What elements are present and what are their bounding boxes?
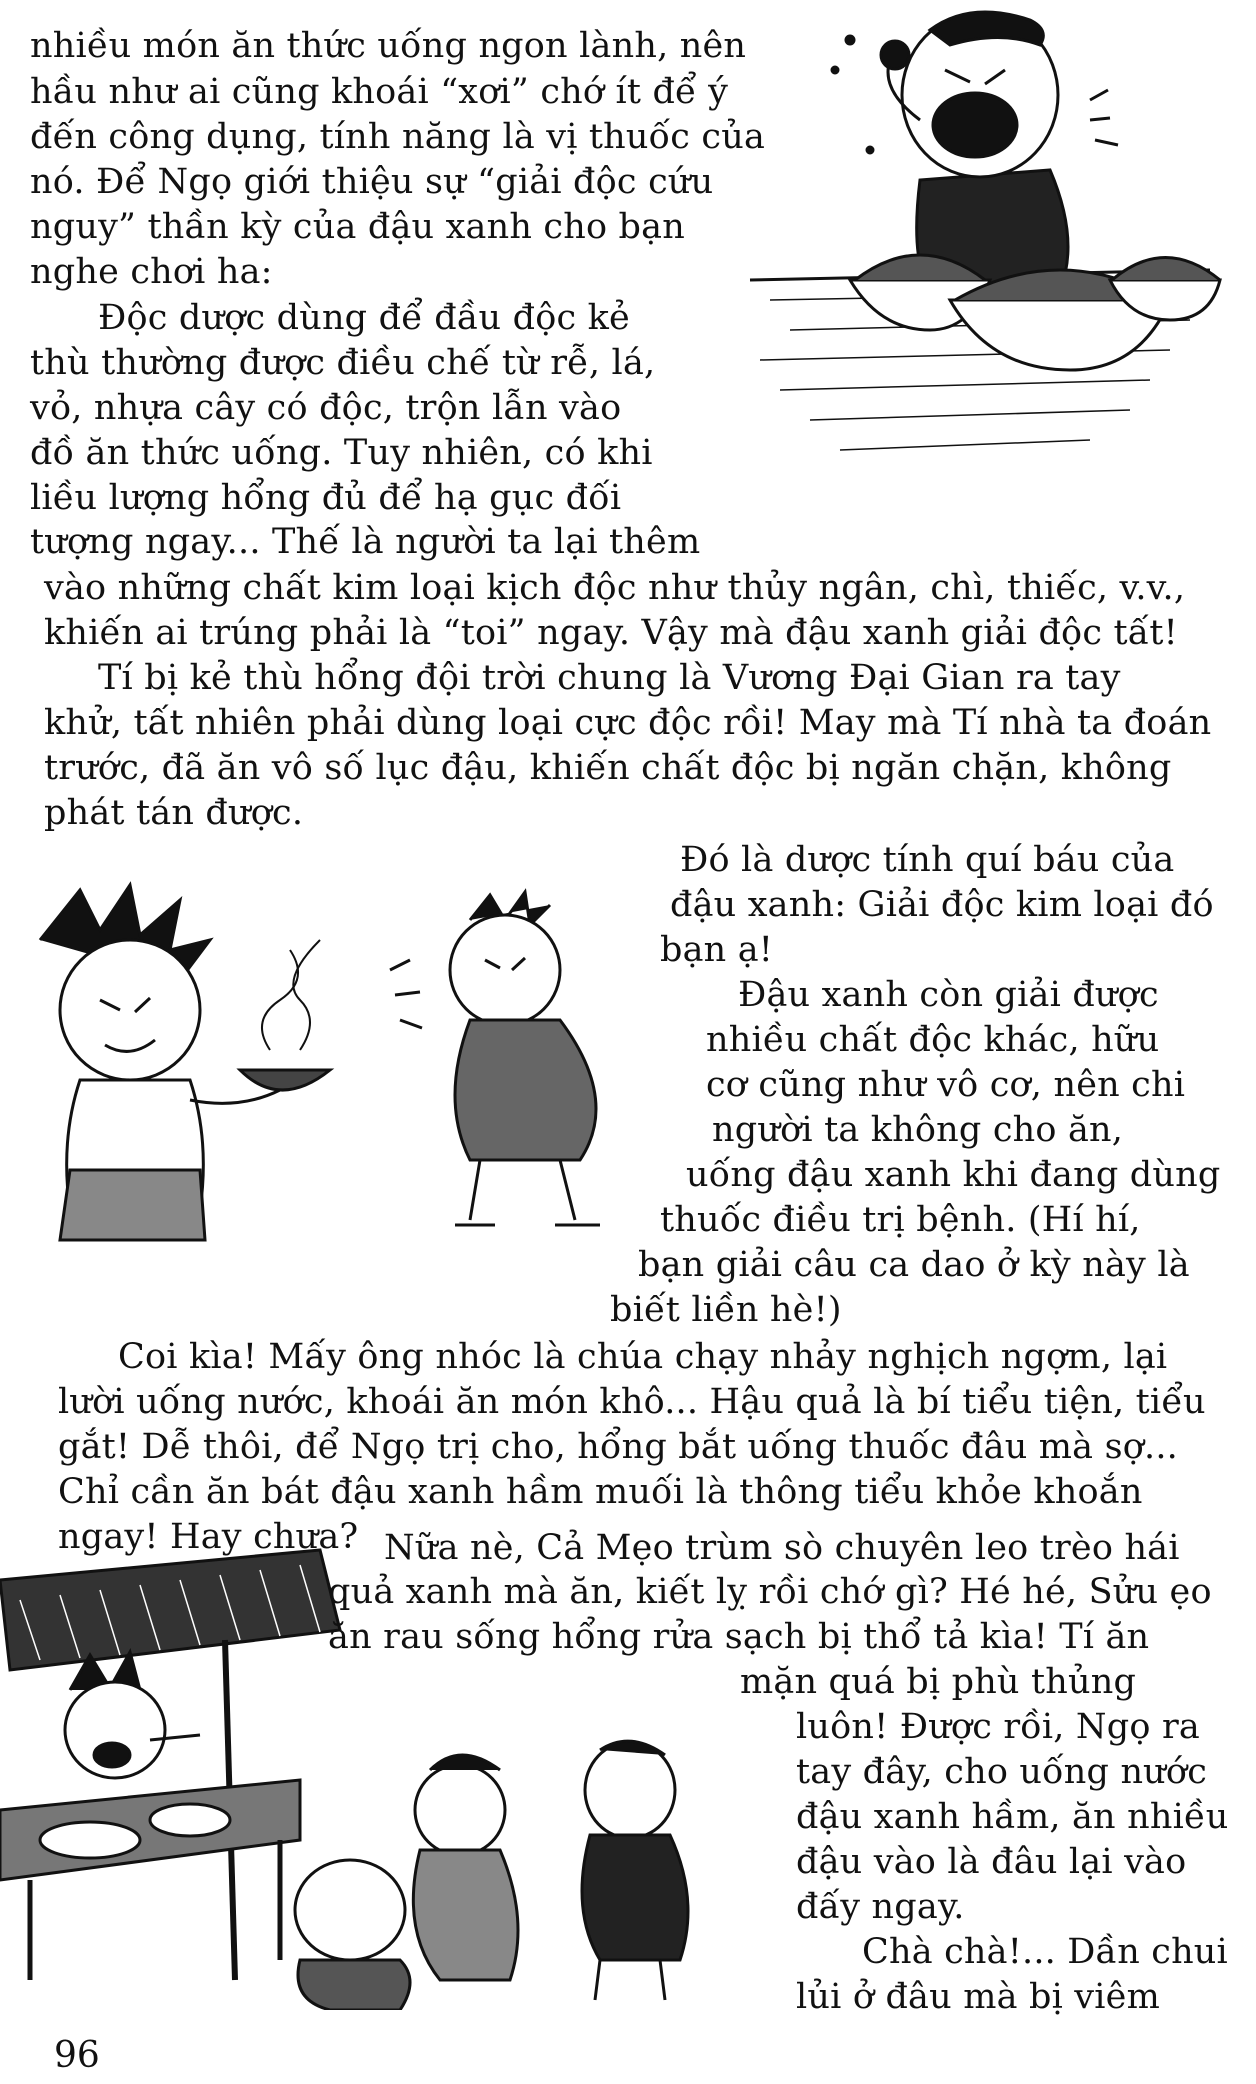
text-line: nhiều chất độc khác, hữu (706, 1020, 1160, 1060)
two-boys-drawing (0, 880, 665, 1260)
text-line: vào những chất kim loại kịch độc như thủy ngân, chì, thiếc, v.v., (44, 568, 1186, 608)
text-line: Tí bị kẻ thù hổng đội trời chung là Vương Đại Gian ra tay (98, 658, 1121, 698)
text-line: trước, đã ăn vô số lục đậu, khiến chất độc bị ngăn chặn, không (44, 748, 1172, 788)
page-number: 96 (54, 2035, 100, 2076)
text-line: đến công dụng, tính năng là vị thuốc của (30, 117, 766, 157)
text-line: lười uống nước, khoái ăn món khô... Hậu quả là bí tiểu tiện, tiểu (58, 1382, 1206, 1422)
text-line: gắt! Dễ thôi, để Ngọ trị cho, hổng bắt uống thuốc đâu mà sợ... (58, 1427, 1178, 1467)
text-line: Đậu xanh còn giải được (738, 975, 1159, 1015)
text-line: nhiều món ăn thức uống ngon lành, nên (30, 26, 747, 66)
text-line: Nữa nè, Cả Mẹo trùm sò chuyên leo trèo hái (384, 1528, 1180, 1568)
text-line: khử, tất nhiên phải dùng loại cực độc rồi! May mà Tí nhà ta đoán (44, 703, 1212, 743)
text-line: tượng ngay... Thế là người ta lại thêm (30, 522, 701, 562)
text-line: thù thường được điều chế từ rễ, lá, (30, 343, 656, 383)
illustration-boy-eating-beans (730, 0, 1226, 500)
text-line: hầu như ai cũng khoái “xơi” chớ ít để ý (30, 72, 729, 112)
text-line: Đó là dược tính quí báu của (680, 840, 1175, 880)
text-line: đậu xanh: Giải độc kim loại đó (670, 885, 1214, 925)
text-line: cơ cũng như vô cơ, nên chi (706, 1065, 1186, 1105)
text-line: nguy” thần kỳ của đậu xanh cho bạn (30, 207, 685, 247)
text-line: nghe chơi ha: (30, 252, 273, 292)
text-line: đấy ngay. (796, 1887, 965, 1927)
text-line: biết liền hè!) (610, 1290, 842, 1330)
boy-eating-drawing (730, 0, 1226, 500)
text-line: luôn! Được rồi, Ngọ ra (796, 1707, 1200, 1747)
text-line: Chà chà!... Dần chui (862, 1932, 1228, 1972)
text-line: Chỉ cần ăn bát đậu xanh hầm muối là thông tiểu khỏe khoắn (58, 1472, 1143, 1512)
text-line: liều lượng hổng đủ để hạ gục đối (30, 478, 622, 518)
text-line: vỏ, nhựa cây có độc, trộn lẫn vào (30, 388, 622, 428)
text-line: nó. Để Ngọ giới thiệu sự “giải độc cứu (30, 162, 714, 202)
text-line: đồ ăn thức uống. Tuy nhiên, có khi (30, 433, 653, 473)
text-line: thuốc điều trị bệnh. (Hí hí, (660, 1200, 1141, 1240)
text-line: lủi ở đâu mà bị viêm (796, 1977, 1160, 2017)
illustration-two-boys-bowl (0, 880, 665, 1260)
text-line: phát tán được. (44, 793, 304, 833)
text-line: Coi kìa! Mấy ông nhóc là chúa chạy nhảy nghịch ngợm, lại (118, 1337, 1168, 1377)
text-line: tay đây, cho uống nước (796, 1752, 1208, 1792)
text-line: người ta không cho ăn, (712, 1110, 1124, 1150)
text-line: đậu vào là đâu lại vào (796, 1842, 1187, 1882)
text-line: khiến ai trúng phải là “toi” ngay. Vậy mà đậu xanh giải độc tất! (44, 613, 1178, 653)
text-line: đậu xanh hầm, ăn nhiều (796, 1797, 1229, 1837)
text-line: uống đậu xanh khi đang dùng (686, 1155, 1221, 1195)
text-line: quả xanh mà ăn, kiết lỵ rồi chớ gì? Hé hé, Sửu ẹo (328, 1572, 1212, 1612)
text-line: Độc dược dùng để đầu độc kẻ (98, 298, 630, 338)
text-line: ăn rau sống hổng rửa sạch bị thổ tả kìa! Tí ăn (328, 1617, 1150, 1657)
text-line: bạn giải câu ca dao ở kỳ này là (638, 1245, 1190, 1285)
text-line: mặn quá bị phù thủng (740, 1662, 1137, 1702)
text-line: ngay! Hay chưa? (58, 1517, 359, 1557)
text-line: bạn ạ! (660, 930, 774, 970)
